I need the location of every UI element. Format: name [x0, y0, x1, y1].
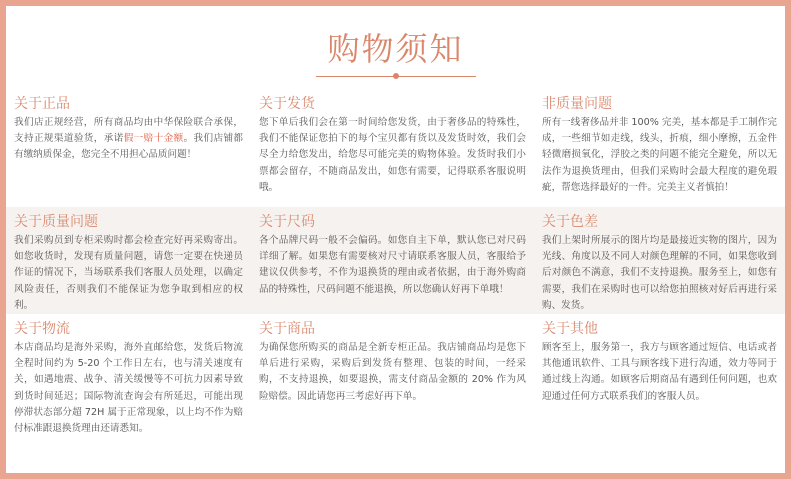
section-heading: 关于物流	[14, 321, 70, 337]
title-underline-dot	[393, 73, 399, 79]
section-quality	[6, 207, 251, 314]
title-block	[6, 28, 785, 78]
notice-row-2	[6, 207, 785, 314]
notice-row-3	[6, 314, 785, 448]
section-logistics	[6, 314, 251, 448]
section-heading: 非质量问题	[542, 96, 612, 112]
section-genuine	[6, 89, 251, 207]
section-shipping	[251, 89, 534, 207]
section-color	[534, 207, 785, 314]
section-body: 各个品牌尺码一般不会偏码。如您自主下单，默认您已对尺码详细了解。如果您有需要核对尺寸请联系客服人员，客服给予建议仅供参考，不作为退换货的理由或者依据，由于海外购商品的特殊性，尺码问题不能退换，所以您确认好再下单哦！	[259, 235, 526, 295]
section-body	[14, 115, 243, 164]
section-body-text: 我们店正规经营，所有商品均由中华保险联合承保，支持正规渠道验货，承诺	[14, 117, 243, 145]
section-non-quality	[534, 89, 785, 207]
compensation-highlight: 假一赔十金额	[123, 133, 184, 145]
section-heading: 关于质量问题	[14, 214, 98, 230]
section-heading: 关于商品	[259, 321, 315, 337]
section-heading: 关于色差	[542, 214, 598, 230]
section-body-text: 。我们店铺都有缴纳质保金，您完全不用担心品质问题！	[14, 133, 244, 161]
section-body: 您下单后我们会在第一时间给您发货，由于奢侈品的特殊性，我们不能保证您拍下的每个宝贝都有货以及发货时效，我们会尽全力给您发出，给您尽可能完美的购物体验。发货时我们小票都会留存，不随商品发出，如您有需要，记得联系客服说明哦。	[259, 117, 526, 193]
section-goods	[251, 314, 534, 448]
section-heading: 关于其他	[542, 321, 598, 337]
section-body: 我们采购员到专柜采购时都会检查完好再采购寄出。如您收货时，发现有质量问题，请您一定要在快递员作证的情况下，当场联系我们客服人员处理，以确定风险责任，否则我们不能保证为您争取到相应的权利。	[14, 235, 243, 311]
section-body: 为确保您所购买的商品是全新专柜正品。我店铺商品均是您下单后进行采购，采购后到发货有整理、包装的时间，一经采购，不支持退换，如要退换，需支付商品金额的 20% 作为风险赔偿。因此请您再三考虑好再下单。	[259, 342, 526, 402]
section-body: 本店商品均是海外采购，海外直邮给您，发货后物流全程时间约为 5-20 个工作日左右，也与清关速度有关，如遇地震、战争、清关缓慢等不可抗力因素导致到货时间延迟；国际物流查询会有所延迟，可能出现停滞状态部分超 72H 属于正常现象，以上均不作为赔付标准跟退换货理由还请悉知。	[14, 342, 243, 435]
notice-row-1	[6, 89, 785, 207]
section-body: 所有一线奢侈品并非 100% 完美，基本都是手工制作完成，一些细节如走线，线头，折痕，细小摩擦，五金件轻微磨损氧化，浮胶之类的问题不能完全避免，所以无法作为退换货理由，但我们采购时会最大程度的避免瑕疵，帮您选择最好的一件。完美主义者慎拍！	[542, 117, 777, 193]
section-body: 顾客至上，服务第一，我方与顾客通过短信、电话或者其他通讯软件、工具与顾客线下进行沟通，效力等同于通过线上沟通。如顾客后期商品有遇到任何问题，也欢迎通过任何方式联系我们的客服人员。	[542, 342, 777, 402]
section-other	[534, 314, 785, 448]
notice-grid	[6, 89, 785, 448]
section-heading: 关于发货	[259, 96, 315, 112]
section-body: 我们上架时所展示的图片均是最接近实物的图片，因为光线、角度以及不同人对颜色理解的不同，如果您收到后对颜色不满意，我们不支持退换。服务至上，如您有需要，我们在采购时也可以给您拍照核对好后再进行采购、发货。	[542, 235, 777, 311]
section-heading: 关于尺码	[259, 214, 315, 230]
page-title: 购物须知	[327, 30, 464, 68]
section-heading: 关于正品	[14, 96, 70, 112]
section-size	[251, 207, 534, 314]
shopping-notice-panel	[6, 6, 785, 473]
